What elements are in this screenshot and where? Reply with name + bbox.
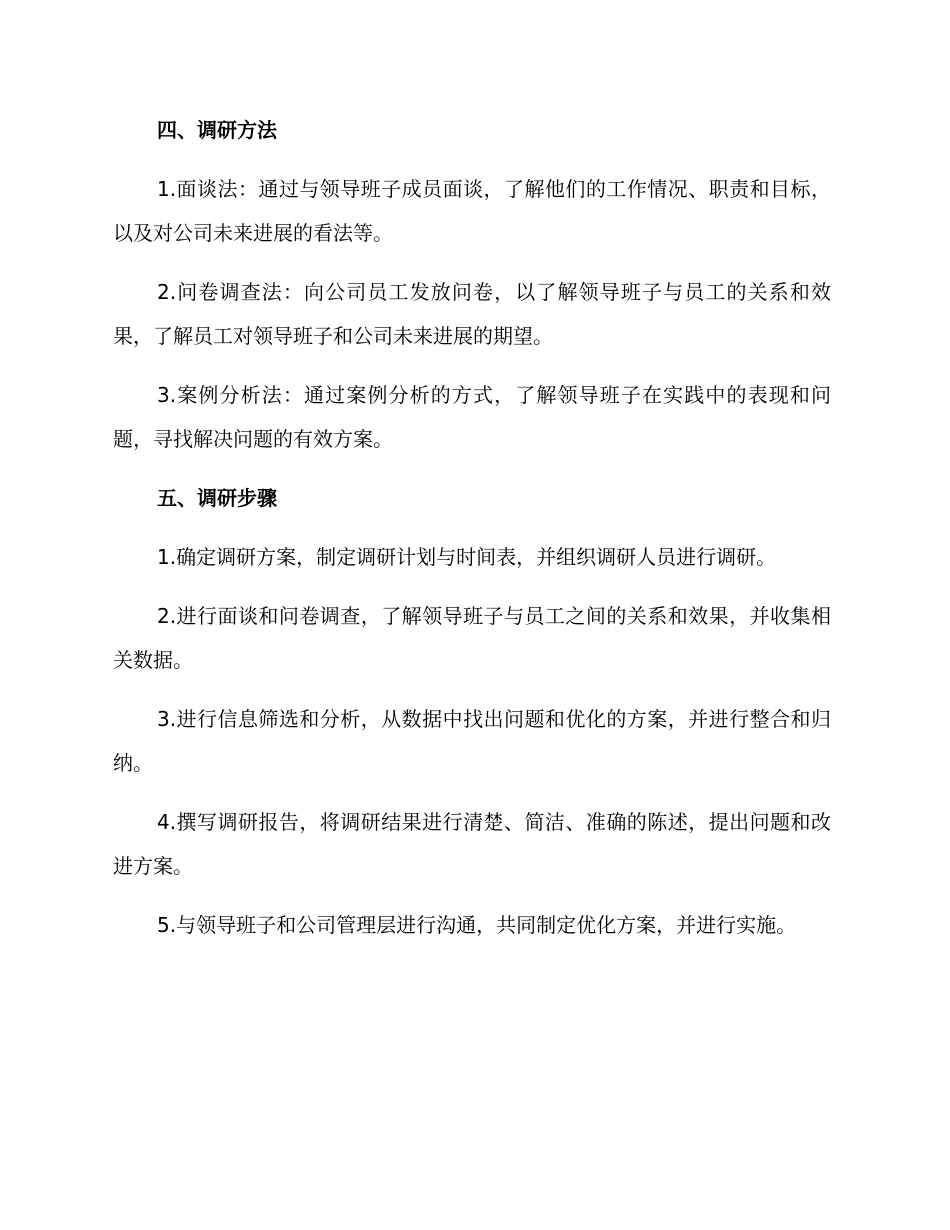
section-heading: 五、调研步骤 [157,486,277,510]
section-heading: 四、调研方法 [157,118,277,142]
paragraph-item: 2.问卷调查法：向公司员工发放问卷，以了解领导班子与员工的关系和效果，了解员工对领导班子和公司未来进展的期望。 [113,280,831,348]
paragraph-item: 5.与领导班子和公司管理层进行沟通，共同制定优化方案，并进行实施。 [157,913,797,937]
paragraph-item: 3.案例分析法：通过案例分析的方式，了解领导班子在实践中的表现和问题，寻找解决问题的有效方案。 [113,383,831,451]
document-body [113,108,831,962]
section-research-methods [113,108,831,461]
paragraph-item: 3.进行信息筛选和分析，从数据中找出问题和优化的方案，并进行整合和归纳。 [113,707,831,775]
paragraph-item: 1.面谈法：通过与领导班子成员面谈，了解他们的工作情况、职责和目标，以及对公司未来进展的看法等。 [113,177,831,245]
paragraph-item: 2.进行面谈和问卷调查，了解领导班子与员工之间的关系和效果，并收集相关数据。 [113,604,831,672]
paragraph-item: 1.确定调研方案，制定调研计划与时间表，并组织调研人员进行调研。 [157,545,777,569]
paragraph-item: 4.撰写调研报告，将调研结果进行清楚、简洁、准确的陈述，提出问题和改进方案。 [113,810,831,878]
section-research-steps [113,476,831,947]
